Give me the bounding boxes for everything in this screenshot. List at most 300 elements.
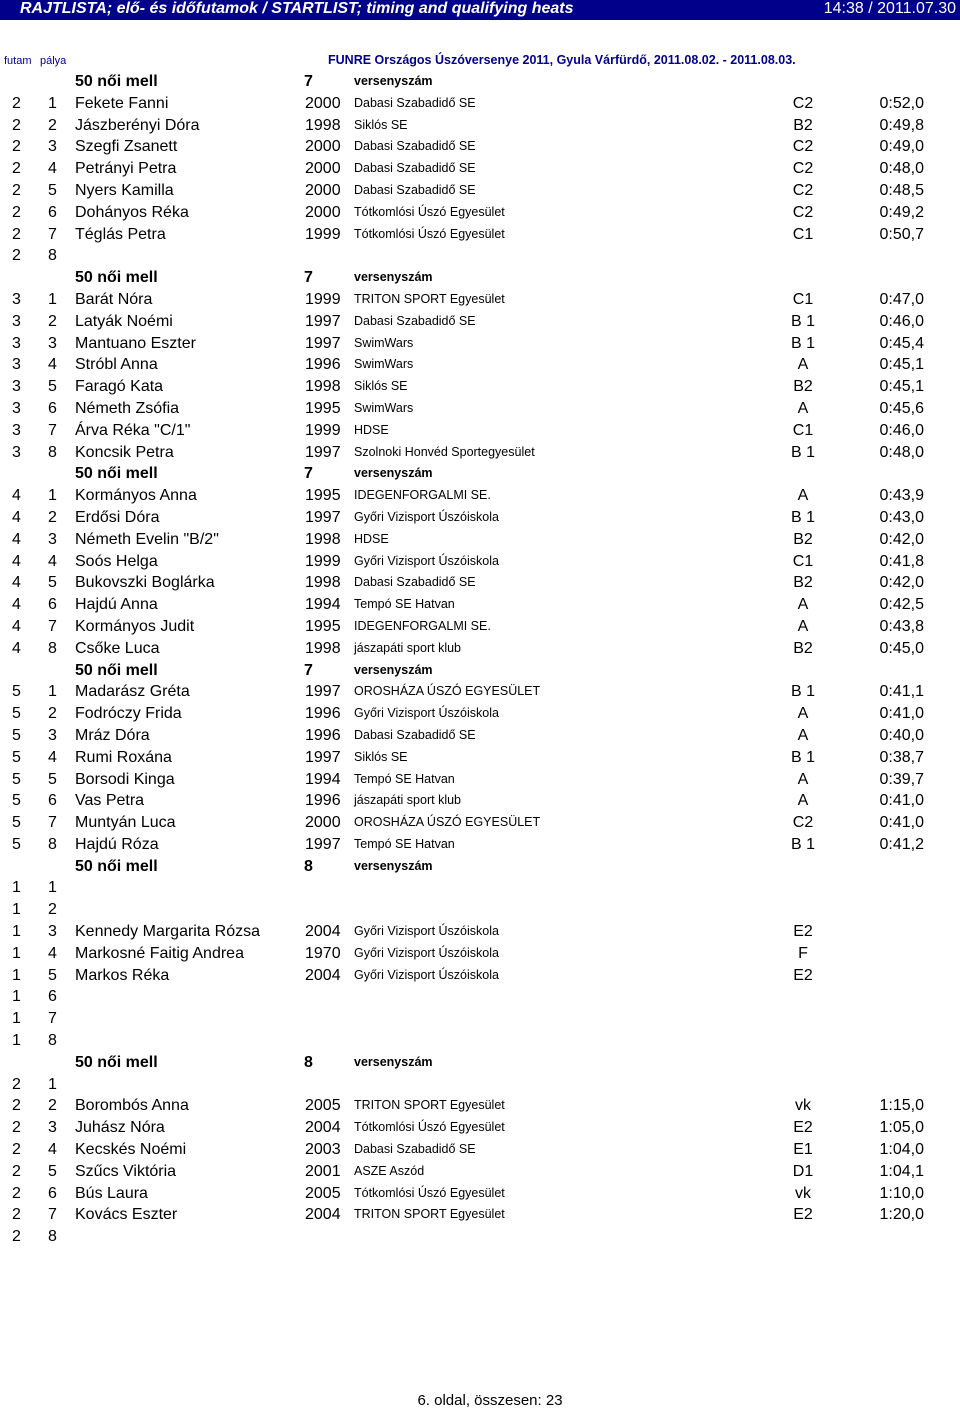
entry-time: 0:41,0 bbox=[879, 705, 924, 723]
swimmer-name: Stróbl Anna bbox=[75, 356, 158, 374]
lane-number: 4 bbox=[48, 552, 57, 570]
birth-year: 1997 bbox=[305, 683, 341, 701]
heat-number: 5 bbox=[12, 835, 21, 853]
age-category: B2 bbox=[793, 639, 813, 657]
event-title: 50 női mell bbox=[75, 661, 158, 679]
birth-year: 1998 bbox=[305, 574, 341, 592]
age-category: B 1 bbox=[790, 835, 815, 853]
heat-number: 2 bbox=[12, 1206, 21, 1224]
swimmer-name: Kormányos Judit bbox=[75, 617, 195, 635]
startlist-row bbox=[0, 398, 960, 420]
club-name: OROSHÁZA ÚSZÓ EGYESÜLET bbox=[354, 815, 541, 830]
lane-number: 3 bbox=[48, 138, 57, 156]
age-category: B 1 bbox=[790, 508, 815, 526]
startlist-row bbox=[0, 333, 960, 355]
heat-number: 3 bbox=[12, 378, 21, 396]
heat-number: 2 bbox=[12, 1119, 21, 1137]
entry-time: 1:15,0 bbox=[879, 1097, 924, 1115]
startlist-row bbox=[0, 376, 960, 398]
startlist-row bbox=[0, 1183, 960, 1205]
lane-number: 1 bbox=[48, 683, 57, 701]
age-category: B2 bbox=[793, 378, 813, 396]
heat-number: 2 bbox=[12, 1075, 21, 1093]
birth-year: 2005 bbox=[305, 1097, 341, 1115]
swimmer-name: Csőke Luca bbox=[75, 639, 160, 657]
club-name: Szolnoki Honvéd Sportegyesület bbox=[354, 444, 535, 459]
club-name: Tempó SE Hatvan bbox=[354, 771, 455, 786]
event-label: versenyszám bbox=[354, 74, 433, 88]
birth-year: 2000 bbox=[305, 203, 341, 221]
swimmer-name: Kecskés Noémi bbox=[75, 1141, 187, 1159]
lane-number: 5 bbox=[48, 378, 57, 396]
club-name: OROSHÁZA ÚSZÓ EGYESÜLET bbox=[354, 684, 541, 699]
startlist-row bbox=[0, 245, 960, 267]
heat-number: 3 bbox=[12, 356, 21, 374]
lane-number: 2 bbox=[48, 705, 57, 723]
entry-time: 0:46,0 bbox=[879, 312, 924, 330]
age-category: A bbox=[797, 617, 809, 635]
swimmer-name: Téglás Petra bbox=[75, 225, 166, 243]
entry-time: 0:48,0 bbox=[879, 443, 924, 461]
club-name: Dabasi Szabadidő SE bbox=[354, 1142, 476, 1157]
heat-number: 3 bbox=[12, 334, 21, 352]
age-category: C1 bbox=[792, 552, 814, 570]
startlist-row bbox=[0, 354, 960, 376]
swimmer-name: Hajdú Anna bbox=[75, 596, 158, 614]
heat-number: 5 bbox=[12, 683, 21, 701]
entry-time: 0:45,1 bbox=[879, 356, 924, 374]
age-category: A bbox=[797, 726, 809, 744]
lane-number: 7 bbox=[48, 421, 57, 439]
swimmer-name: Kovács Eszter bbox=[75, 1206, 178, 1224]
startlist-row bbox=[0, 725, 960, 747]
swimmer-name: Szegfi Zsanett bbox=[75, 138, 178, 156]
entry-time: 0:45,1 bbox=[879, 378, 924, 396]
lane-number: 2 bbox=[48, 901, 57, 919]
lane-number: 7 bbox=[48, 617, 57, 635]
startlist-row bbox=[0, 594, 960, 616]
entry-time: 1:04,0 bbox=[879, 1141, 924, 1159]
lane-number: 6 bbox=[48, 203, 57, 221]
startlist-row bbox=[0, 790, 960, 812]
club-name: IDEGENFORGALMI SE. bbox=[354, 488, 491, 503]
club-name: Győri Vizisport Úszóiskola bbox=[354, 967, 499, 982]
startlist-row bbox=[0, 224, 960, 246]
club-name: jászapáti sport klub bbox=[354, 793, 462, 808]
club-name: Győri Vizisport Úszóiskola bbox=[354, 706, 499, 721]
age-category: B 1 bbox=[790, 748, 815, 766]
birth-year: 1998 bbox=[305, 378, 341, 396]
entry-time: 0:43,8 bbox=[879, 617, 924, 635]
heat-number: 1 bbox=[12, 1032, 21, 1050]
birth-year: 1998 bbox=[305, 639, 341, 657]
entry-time: 0:42,0 bbox=[879, 530, 924, 548]
heat-number: 1 bbox=[12, 966, 21, 984]
startlist-row bbox=[0, 420, 960, 442]
swimmer-name: Mráz Dóra bbox=[75, 726, 150, 744]
age-category: A bbox=[797, 487, 809, 505]
heat-number: 4 bbox=[12, 530, 21, 548]
event-label: versenyszám bbox=[354, 662, 433, 677]
startlist-row bbox=[0, 877, 960, 899]
lane-number: 6 bbox=[48, 399, 57, 417]
swimmer-name: Juhász Nóra bbox=[75, 1119, 165, 1137]
birth-year: 2000 bbox=[305, 814, 341, 832]
age-category: C2 bbox=[792, 203, 814, 221]
entry-time: 0:45,6 bbox=[879, 399, 924, 417]
entry-time: 0:41,0 bbox=[879, 814, 924, 832]
club-name: IDEGENFORGALMI SE. bbox=[354, 618, 491, 633]
club-name: TRITON SPORT Egyesület bbox=[354, 1207, 505, 1222]
lane-number: 5 bbox=[48, 1162, 57, 1180]
swimmer-name: Rumi Roxána bbox=[75, 748, 172, 766]
club-name: Dabasi Szabadidő SE bbox=[354, 161, 476, 176]
lane-number: 3 bbox=[48, 726, 57, 744]
swimmer-name: Szűcs Viktória bbox=[75, 1162, 177, 1180]
lane-number: 5 bbox=[48, 181, 57, 199]
age-category: B 1 bbox=[790, 334, 815, 352]
heat-number: 1 bbox=[12, 1010, 21, 1028]
lane-number: 8 bbox=[48, 1032, 57, 1050]
competition-name: FUNRE Országos Úszóversenye 2011, Gyula Várfürdő, 2011.08.02. - 2011.08.03. bbox=[328, 53, 796, 67]
birth-year: 2004 bbox=[305, 1206, 341, 1224]
swimmer-name: Petrányi Petra bbox=[75, 160, 177, 178]
entry-time: 0:52,0 bbox=[879, 94, 924, 112]
age-category: E2 bbox=[793, 1206, 813, 1224]
event-label: versenyszám bbox=[354, 1054, 433, 1069]
heat-number: 2 bbox=[12, 1162, 21, 1180]
heat-number: 2 bbox=[12, 1097, 21, 1115]
entry-time: 0:41,8 bbox=[879, 552, 924, 570]
swimmer-name: Erdősi Dóra bbox=[75, 508, 160, 526]
entry-time: 0:41,2 bbox=[879, 835, 924, 853]
heat-number: 3 bbox=[12, 399, 21, 417]
event-label: versenyszám bbox=[354, 858, 433, 873]
birth-year: 2000 bbox=[305, 94, 341, 112]
startlist-row bbox=[0, 1161, 960, 1183]
heat-number: 5 bbox=[12, 748, 21, 766]
lane-number: 5 bbox=[48, 574, 57, 592]
event-label: versenyszám bbox=[354, 466, 433, 481]
startlist-row bbox=[0, 202, 960, 224]
club-name: Győri Vizisport Úszóiskola bbox=[354, 509, 499, 524]
startlist-row bbox=[0, 529, 960, 551]
event-title: 50 női mell bbox=[75, 73, 158, 90]
swimmer-name: Fekete Fanni bbox=[75, 94, 169, 112]
age-category: C1 bbox=[792, 290, 814, 308]
lane-number: 6 bbox=[48, 988, 57, 1006]
club-name: Dabasi Szabadidő SE bbox=[354, 139, 476, 154]
swimmer-name: Árva Réka "C/1" bbox=[75, 421, 191, 439]
startlist-row bbox=[0, 1008, 960, 1030]
club-name: HDSE bbox=[354, 531, 389, 546]
heat-number: 5 bbox=[12, 792, 21, 810]
club-name: jászapáti sport klub bbox=[354, 640, 462, 655]
event-header-row bbox=[0, 463, 960, 485]
heat-number: 4 bbox=[12, 639, 21, 657]
event-number: 7 bbox=[304, 465, 313, 483]
age-category: F bbox=[798, 944, 808, 962]
startlist-row bbox=[0, 442, 960, 464]
club-name: Győri Vizisport Úszóiskola bbox=[354, 924, 499, 939]
swimmer-name: Nyers Kamilla bbox=[75, 181, 174, 199]
entry-time: 0:47,0 bbox=[879, 290, 924, 308]
swimmer-name: Vas Petra bbox=[75, 792, 145, 810]
heat-number: 2 bbox=[12, 1184, 21, 1202]
lane-number: 2 bbox=[48, 508, 57, 526]
club-name: Siklós SE bbox=[354, 379, 408, 394]
lane-number: 5 bbox=[48, 966, 57, 984]
entry-time: 1:20,0 bbox=[879, 1206, 924, 1224]
birth-year: 2000 bbox=[305, 160, 341, 178]
lane-number: 4 bbox=[48, 356, 57, 374]
heat-number: 2 bbox=[12, 1141, 21, 1159]
club-name: Dabasi Szabadidő SE bbox=[354, 575, 476, 590]
swimmer-name: Faragó Kata bbox=[75, 378, 164, 396]
startlist-row bbox=[0, 747, 960, 769]
startlist-row bbox=[0, 551, 960, 573]
heat-number: 2 bbox=[12, 225, 21, 243]
startlist-row bbox=[0, 834, 960, 856]
startlist-row bbox=[0, 965, 960, 987]
lane-number: 4 bbox=[48, 160, 57, 178]
startlist-row bbox=[0, 986, 960, 1008]
swimmer-name: Kennedy Margarita Rózsa bbox=[75, 923, 260, 941]
startlist-row bbox=[0, 289, 960, 311]
birth-year: 2004 bbox=[305, 966, 341, 984]
club-name: SwimWars bbox=[354, 335, 414, 350]
lane-number: 5 bbox=[48, 770, 57, 788]
swimmer-name: Madarász Gréta bbox=[75, 683, 190, 701]
lane-number: 4 bbox=[48, 1141, 57, 1159]
heat-number: 1 bbox=[12, 879, 21, 897]
age-category: vk bbox=[795, 1184, 811, 1202]
entry-time: 1:04,1 bbox=[879, 1162, 924, 1180]
birth-year: 1994 bbox=[305, 770, 341, 788]
age-category: E2 bbox=[793, 923, 813, 941]
entry-time: 0:49,2 bbox=[879, 203, 924, 221]
heat-number: 5 bbox=[12, 814, 21, 832]
entry-time: 0:49,8 bbox=[879, 116, 924, 134]
age-category: B2 bbox=[793, 574, 813, 592]
club-name: ASZE Aszód bbox=[354, 1163, 425, 1178]
club-name: Dabasi Szabadidő SE bbox=[354, 727, 476, 742]
lane-number: 6 bbox=[48, 792, 57, 810]
birth-year: 1997 bbox=[305, 835, 341, 853]
heat-number: 2 bbox=[12, 181, 21, 199]
lane-number: 1 bbox=[48, 290, 57, 308]
heat-number: 5 bbox=[12, 705, 21, 723]
startlist-row bbox=[0, 311, 960, 333]
heat-number: 1 bbox=[12, 988, 21, 1006]
birth-year: 1996 bbox=[305, 705, 341, 723]
swimmer-name: Muntyán Luca bbox=[75, 814, 176, 832]
club-name: Dabasi Szabadidő SE bbox=[354, 95, 476, 110]
page-title: RAJTLISTA; elő- és időfutamok / STARTLIST; timing and qualifying heats bbox=[20, 0, 574, 17]
age-category: C1 bbox=[792, 421, 814, 439]
heat-number: 3 bbox=[12, 421, 21, 439]
heat-number: 4 bbox=[12, 552, 21, 570]
age-category: B 1 bbox=[790, 312, 815, 330]
club-name: Tempó SE Hatvan bbox=[354, 597, 455, 612]
birth-year: 1995 bbox=[305, 617, 341, 635]
birth-year: 2001 bbox=[305, 1162, 341, 1180]
swimmer-name: Mantuano Eszter bbox=[75, 334, 196, 352]
lane-number: 1 bbox=[48, 1075, 57, 1093]
age-category: C2 bbox=[792, 94, 814, 112]
startlist-row bbox=[0, 93, 960, 115]
birth-year: 1999 bbox=[305, 290, 341, 308]
swimmer-name: Németh Zsófia bbox=[75, 399, 180, 417]
age-category: A bbox=[797, 596, 809, 614]
lane-number: 7 bbox=[48, 1010, 57, 1028]
birth-year: 1995 bbox=[305, 399, 341, 417]
startlist-row bbox=[0, 921, 960, 943]
birth-year: 1997 bbox=[305, 748, 341, 766]
club-name: Győri Vizisport Úszóiskola bbox=[354, 945, 499, 960]
swimmer-name: Soós Helga bbox=[75, 552, 158, 570]
entry-time: 0:46,0 bbox=[879, 421, 924, 439]
heat-number: 5 bbox=[12, 726, 21, 744]
event-number: 8 bbox=[304, 857, 313, 875]
age-category: A bbox=[797, 705, 809, 723]
club-name: Siklós SE bbox=[354, 749, 408, 764]
age-category: C2 bbox=[792, 814, 814, 832]
startlist-row bbox=[0, 1204, 960, 1226]
print-datetime: 14:38 / 2011.07.30 bbox=[823, 0, 956, 17]
heat-number: 3 bbox=[12, 312, 21, 330]
lane-number: 7 bbox=[48, 1206, 57, 1224]
heat-number: 3 bbox=[12, 443, 21, 461]
event-header-row bbox=[0, 71, 960, 93]
lane-number: 2 bbox=[48, 116, 57, 134]
birth-year: 2000 bbox=[305, 181, 341, 199]
heat-number: 4 bbox=[12, 574, 21, 592]
birth-year: 1996 bbox=[305, 726, 341, 744]
event-header-row bbox=[0, 1052, 960, 1074]
swimmer-name: Latyák Noémi bbox=[75, 312, 173, 330]
heat-number: 3 bbox=[12, 290, 21, 308]
event-title: 50 női mell bbox=[75, 857, 158, 875]
age-category: B2 bbox=[793, 116, 813, 134]
startlist-row bbox=[0, 1117, 960, 1139]
startlist-row bbox=[0, 899, 960, 921]
swimmer-name: Bús Laura bbox=[75, 1184, 148, 1202]
startlist-row bbox=[0, 638, 960, 660]
lane-number: 4 bbox=[48, 748, 57, 766]
age-category: A bbox=[797, 399, 809, 417]
startlist-row bbox=[0, 681, 960, 703]
birth-year: 1999 bbox=[305, 552, 341, 570]
lane-number: 3 bbox=[48, 530, 57, 548]
age-category: C1 bbox=[792, 225, 814, 243]
heat-number: 2 bbox=[12, 1228, 21, 1246]
startlist-row bbox=[0, 616, 960, 638]
startlist-table bbox=[0, 71, 960, 1248]
birth-year: 2004 bbox=[305, 923, 341, 941]
birth-year: 1970 bbox=[305, 944, 341, 962]
startlist-row bbox=[0, 1074, 960, 1096]
lane-number: 4 bbox=[48, 944, 57, 962]
entry-time: 0:42,0 bbox=[879, 574, 924, 592]
swimmer-name: Hajdú Róza bbox=[75, 835, 159, 853]
age-category: B2 bbox=[793, 530, 813, 548]
entry-time: 0:50,7 bbox=[879, 225, 924, 243]
lane-number: 1 bbox=[48, 94, 57, 112]
swimmer-name: Bukovszki Boglárka bbox=[75, 574, 215, 592]
heat-number: 2 bbox=[12, 116, 21, 134]
age-category: C2 bbox=[792, 138, 814, 156]
age-category: A bbox=[797, 770, 809, 788]
entry-time: 1:10,0 bbox=[879, 1184, 924, 1202]
heat-number: 1 bbox=[12, 901, 21, 919]
club-name: SwimWars bbox=[354, 400, 414, 415]
swimmer-name: Kormányos Anna bbox=[75, 487, 197, 505]
swimmer-name: Dohányos Réka bbox=[75, 203, 189, 221]
entry-time: 0:41,0 bbox=[879, 792, 924, 810]
title-bar bbox=[0, 0, 960, 20]
birth-year: 1997 bbox=[305, 334, 341, 352]
startlist-row bbox=[0, 136, 960, 158]
entry-time: 0:42,5 bbox=[879, 596, 924, 614]
entry-time: 0:48,0 bbox=[879, 160, 924, 178]
lane-number: 8 bbox=[48, 835, 57, 853]
age-category: B 1 bbox=[790, 443, 815, 461]
event-number: 7 bbox=[304, 661, 313, 679]
birth-year: 1997 bbox=[305, 312, 341, 330]
startlist-row bbox=[0, 769, 960, 791]
club-name: TRITON SPORT Egyesület bbox=[354, 1098, 505, 1113]
club-name: Tótkomlósi Úszó Egyesület bbox=[354, 1120, 505, 1135]
swimmer-name: Borombós Anna bbox=[75, 1097, 189, 1115]
heat-number: 2 bbox=[12, 247, 21, 265]
event-title: 50 női mell bbox=[75, 269, 158, 287]
club-name: Tempó SE Hatvan bbox=[354, 836, 455, 851]
heat-number: 2 bbox=[12, 138, 21, 156]
club-name: Tótkomlósi Úszó Egyesület bbox=[354, 204, 505, 219]
startlist-row bbox=[0, 507, 960, 529]
event-title: 50 női mell bbox=[75, 1053, 158, 1071]
entry-time: 0:49,0 bbox=[879, 138, 924, 156]
entry-time: 0:45,4 bbox=[879, 334, 924, 352]
entry-time: 0:40,0 bbox=[879, 726, 924, 744]
swimmer-name: Markos Réka bbox=[75, 966, 170, 984]
startlist-row bbox=[0, 1030, 960, 1052]
entry-time: 0:38,7 bbox=[879, 748, 924, 766]
birth-year: 1998 bbox=[305, 530, 341, 548]
event-number: 8 bbox=[304, 1053, 313, 1071]
entry-time: 1:05,0 bbox=[879, 1119, 924, 1137]
event-title: 50 női mell bbox=[75, 465, 158, 483]
startlist-row bbox=[0, 812, 960, 834]
startlist-row bbox=[0, 158, 960, 180]
event-label: versenyszám bbox=[354, 270, 433, 285]
heat-number: 4 bbox=[12, 596, 21, 614]
birth-year: 2003 bbox=[305, 1141, 341, 1159]
heat-number: 2 bbox=[12, 94, 21, 112]
startlist-row bbox=[0, 180, 960, 202]
startlist-row bbox=[0, 1139, 960, 1161]
birth-year: 1994 bbox=[305, 596, 341, 614]
lane-number: 3 bbox=[48, 1119, 57, 1137]
swimmer-name: Borsodi Kinga bbox=[75, 770, 175, 788]
club-name: Tótkomlósi Úszó Egyesület bbox=[354, 226, 505, 241]
lane-number: 6 bbox=[48, 596, 57, 614]
heat-number: 5 bbox=[12, 770, 21, 788]
age-category: A bbox=[797, 356, 809, 374]
entry-time: 0:39,7 bbox=[879, 770, 924, 788]
heat-number: 4 bbox=[12, 617, 21, 635]
